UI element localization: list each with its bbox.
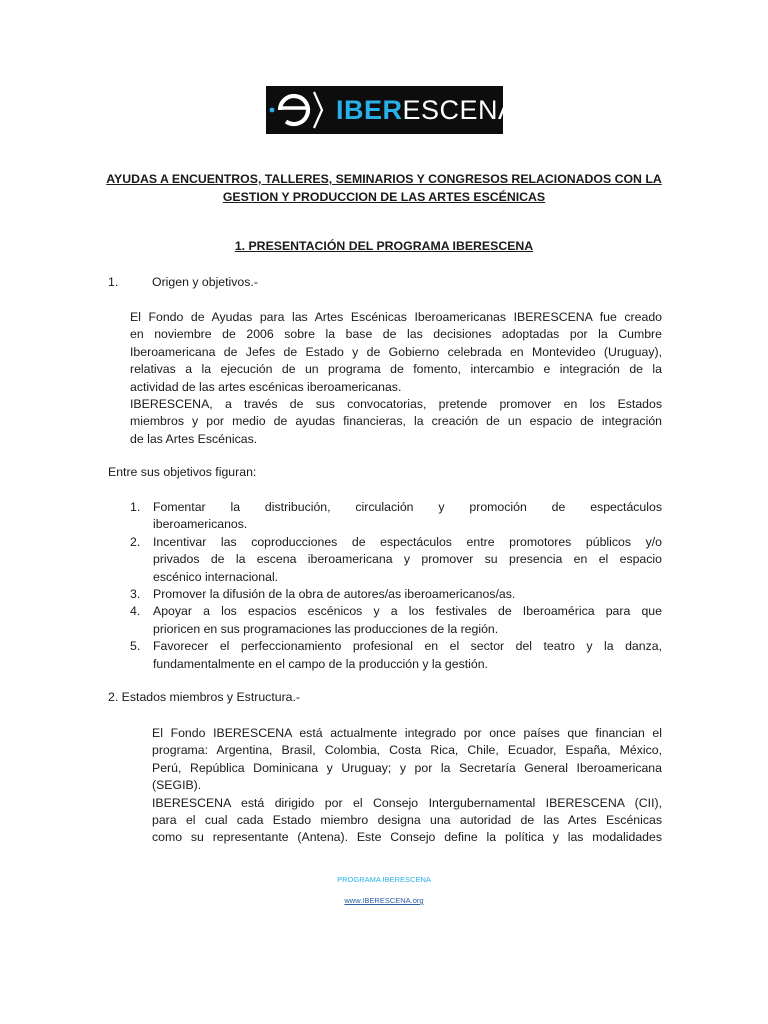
paragraph-line: relativas a la ejecución de un programa de fomento, intercambio e integración de la [130, 362, 662, 377]
list-item-line: prioricen en sus programaciones las producciones de la región. [153, 621, 499, 636]
paragraph-line: El Fondo de Ayudas para las Artes Escénicas Iberoamericanas IBERESCENA fue creado [130, 310, 662, 324]
paragraph-line: Perú, República Dominicana y Uruguay; y por la Secretaría General Iberoamericana [152, 760, 662, 775]
logo-e-icon [266, 86, 328, 134]
paragraph-line: Iberoamericana de Jefes de Estado y de Gobierno celebrada en Montevideo (Uruguay), [130, 344, 662, 359]
title-line: GESTION Y PRODUCCION DE LAS ARTES ESCÉNICAS [222, 190, 546, 204]
paragraph: Entre sus objetivos figuran: [108, 465, 257, 479]
iberescena-logo [266, 86, 517, 134]
paragraph-line: para el cual cada Estado miembro designa una autoridad de las Artes Escénicas [152, 813, 662, 828]
section-heading: 1. PRESENTACIÓN DEL PROGRAMA IBERESCENA [234, 239, 534, 253]
paragraph-line: IBERESCENA, a través de sus convocatorias, pretende promover en los Estados [130, 397, 662, 412]
list-item-line: Fomentar la distribución, circulación y promoción de espectáculos [153, 500, 662, 514]
list-item-line: fundamentalmente en el campo de la producción y la gestión. [153, 656, 488, 671]
paragraph-line: actividad de las artes escénicas iberoamericanas. [130, 379, 402, 394]
list-number: 5. [130, 639, 141, 654]
paragraph-line: IBERESCENA está dirigido por el Consejo Intergubernamental IBERESCENA (CII), [152, 795, 662, 810]
list-item-line: Incentivar las coproducciones de espectáculos entre promotores públicos y/o [153, 534, 662, 549]
list-item-line: Promover la difusión de la obra de autores/as iberoamericanos/as. [153, 587, 516, 602]
list-number: 2. [130, 534, 141, 549]
list-item-line: privados de la escena iberoamericana y promover su presencia en el espacio [153, 552, 662, 567]
list-number: 3. [130, 587, 141, 602]
paragraph [130, 309, 662, 448]
paragraph-line: (SEGIB). [152, 778, 202, 793]
list-number: 4. [130, 604, 141, 619]
paragraph [152, 725, 662, 847]
paragraph-line: El Fondo IBERESCENA está actualmente integrado por once países que financian el [152, 726, 662, 740]
logo-wordmark: IBERESCENA [336, 95, 517, 125]
objectives-list [130, 499, 662, 673]
list-item-line: escénico internacional. [153, 569, 279, 584]
paragraph-line: miembros y por medio de ayudas financieras, la creación de un espacio de integración [130, 414, 662, 429]
paragraph-line: de las Artes Escénicas. [130, 431, 258, 446]
list-item [130, 603, 662, 638]
title-line: AYUDAS A ENCUENTROS, TALLERES, SEMINARIOS Y CONGRESOS RELACIONADOS CON LA [106, 172, 662, 186]
subsection-heading: 2. Estados miembros y Estructura.- [108, 690, 301, 704]
list-item [130, 499, 662, 534]
list-item-line: Favorecer el perfeccionamiento profesional en el sector del teatro y la danza, [153, 639, 662, 654]
list-number: 1. [108, 275, 119, 289]
footer-website-link[interactable]: www.IBERESCENA.org [344, 896, 424, 905]
list-item-line: Apoyar a los espacios escénicos y a los festivales de Iberoamérica para que [153, 604, 662, 619]
list-item-line: iberoamericanos. [153, 517, 248, 532]
subsection-heading: Origen y objetivos.- [152, 275, 258, 289]
list-item [130, 586, 662, 603]
footer-program: PROGRAMA IBERESCENA [337, 875, 431, 884]
document-title [100, 170, 668, 206]
paragraph-line: en noviembre de 2006 sobre la base de las decisiones adoptadas por la Cumbre [130, 327, 662, 342]
list-item [130, 638, 662, 673]
list-item [130, 534, 662, 586]
paragraph-line: como su representante (Antena). Este Consejo define la política y las modalidades [152, 830, 662, 845]
list-number: 1. [130, 500, 141, 514]
paragraph-line: programa: Argentina, Brasil, Colombia, Costa Rica, Chile, Ecuador, España, México, [152, 743, 662, 758]
